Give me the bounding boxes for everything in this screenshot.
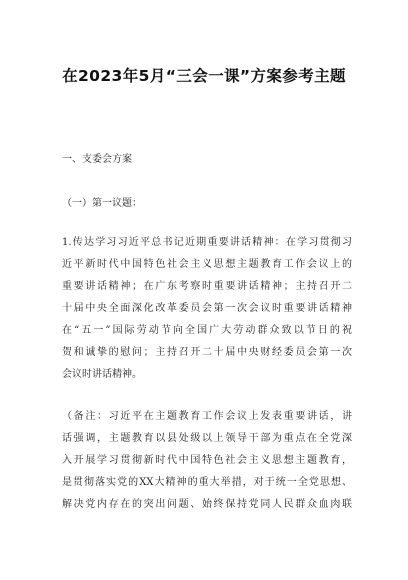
document-title: 在2023年5月“三会一课”方案参考主题 — [62, 67, 346, 85]
paragraph-line: 贺和诚挚的慰问；主持召开二十届中央财经委员会第一次 — [62, 347, 352, 358]
paragraph-first-topic — [62, 232, 352, 386]
paragraph-line: 解决党内存在的突出问题、始终保持党同人民群众血肉联 — [62, 499, 352, 510]
paragraph-line: 在“五一”国际劳动节向全国广大劳动群众致以节日的祝 — [62, 325, 352, 336]
paragraph-line: 入开展学习贯彻新时代中国特色社会主义思想主题教育， — [62, 455, 352, 466]
subsection-heading: （一）第一议题： — [62, 198, 142, 209]
paragraph-line: 重要讲话精神；在广东考察时重要讲话精神；主持召开二 — [62, 281, 352, 292]
paragraph-line: 会议时讲话精神。 — [62, 369, 142, 380]
section-heading: 一、支委会方案 — [62, 154, 132, 165]
paragraph-line: 1.传达学习习近平总书记近期重要讲话精神：在学习贯彻习 — [62, 237, 352, 248]
paragraph-line: 是贯彻落实党的XX大精神的重大举措，对于统一全党思想、 — [62, 477, 352, 488]
paragraph-line: 近平新时代中国特色社会主义思想主题教育工作会议上的 — [62, 259, 352, 270]
paragraph-line: 十届中央全面深化改革委员会第一次会议时重要讲话精神 — [62, 303, 352, 314]
paragraph-line: （备注：习近平在主题教育工作会议上发表重要讲话，讲 — [62, 411, 352, 422]
paragraph-remark — [62, 406, 352, 516]
paragraph-line: 话强调，主题教育以县处级以上领导干部为重点在全党深 — [62, 433, 352, 444]
